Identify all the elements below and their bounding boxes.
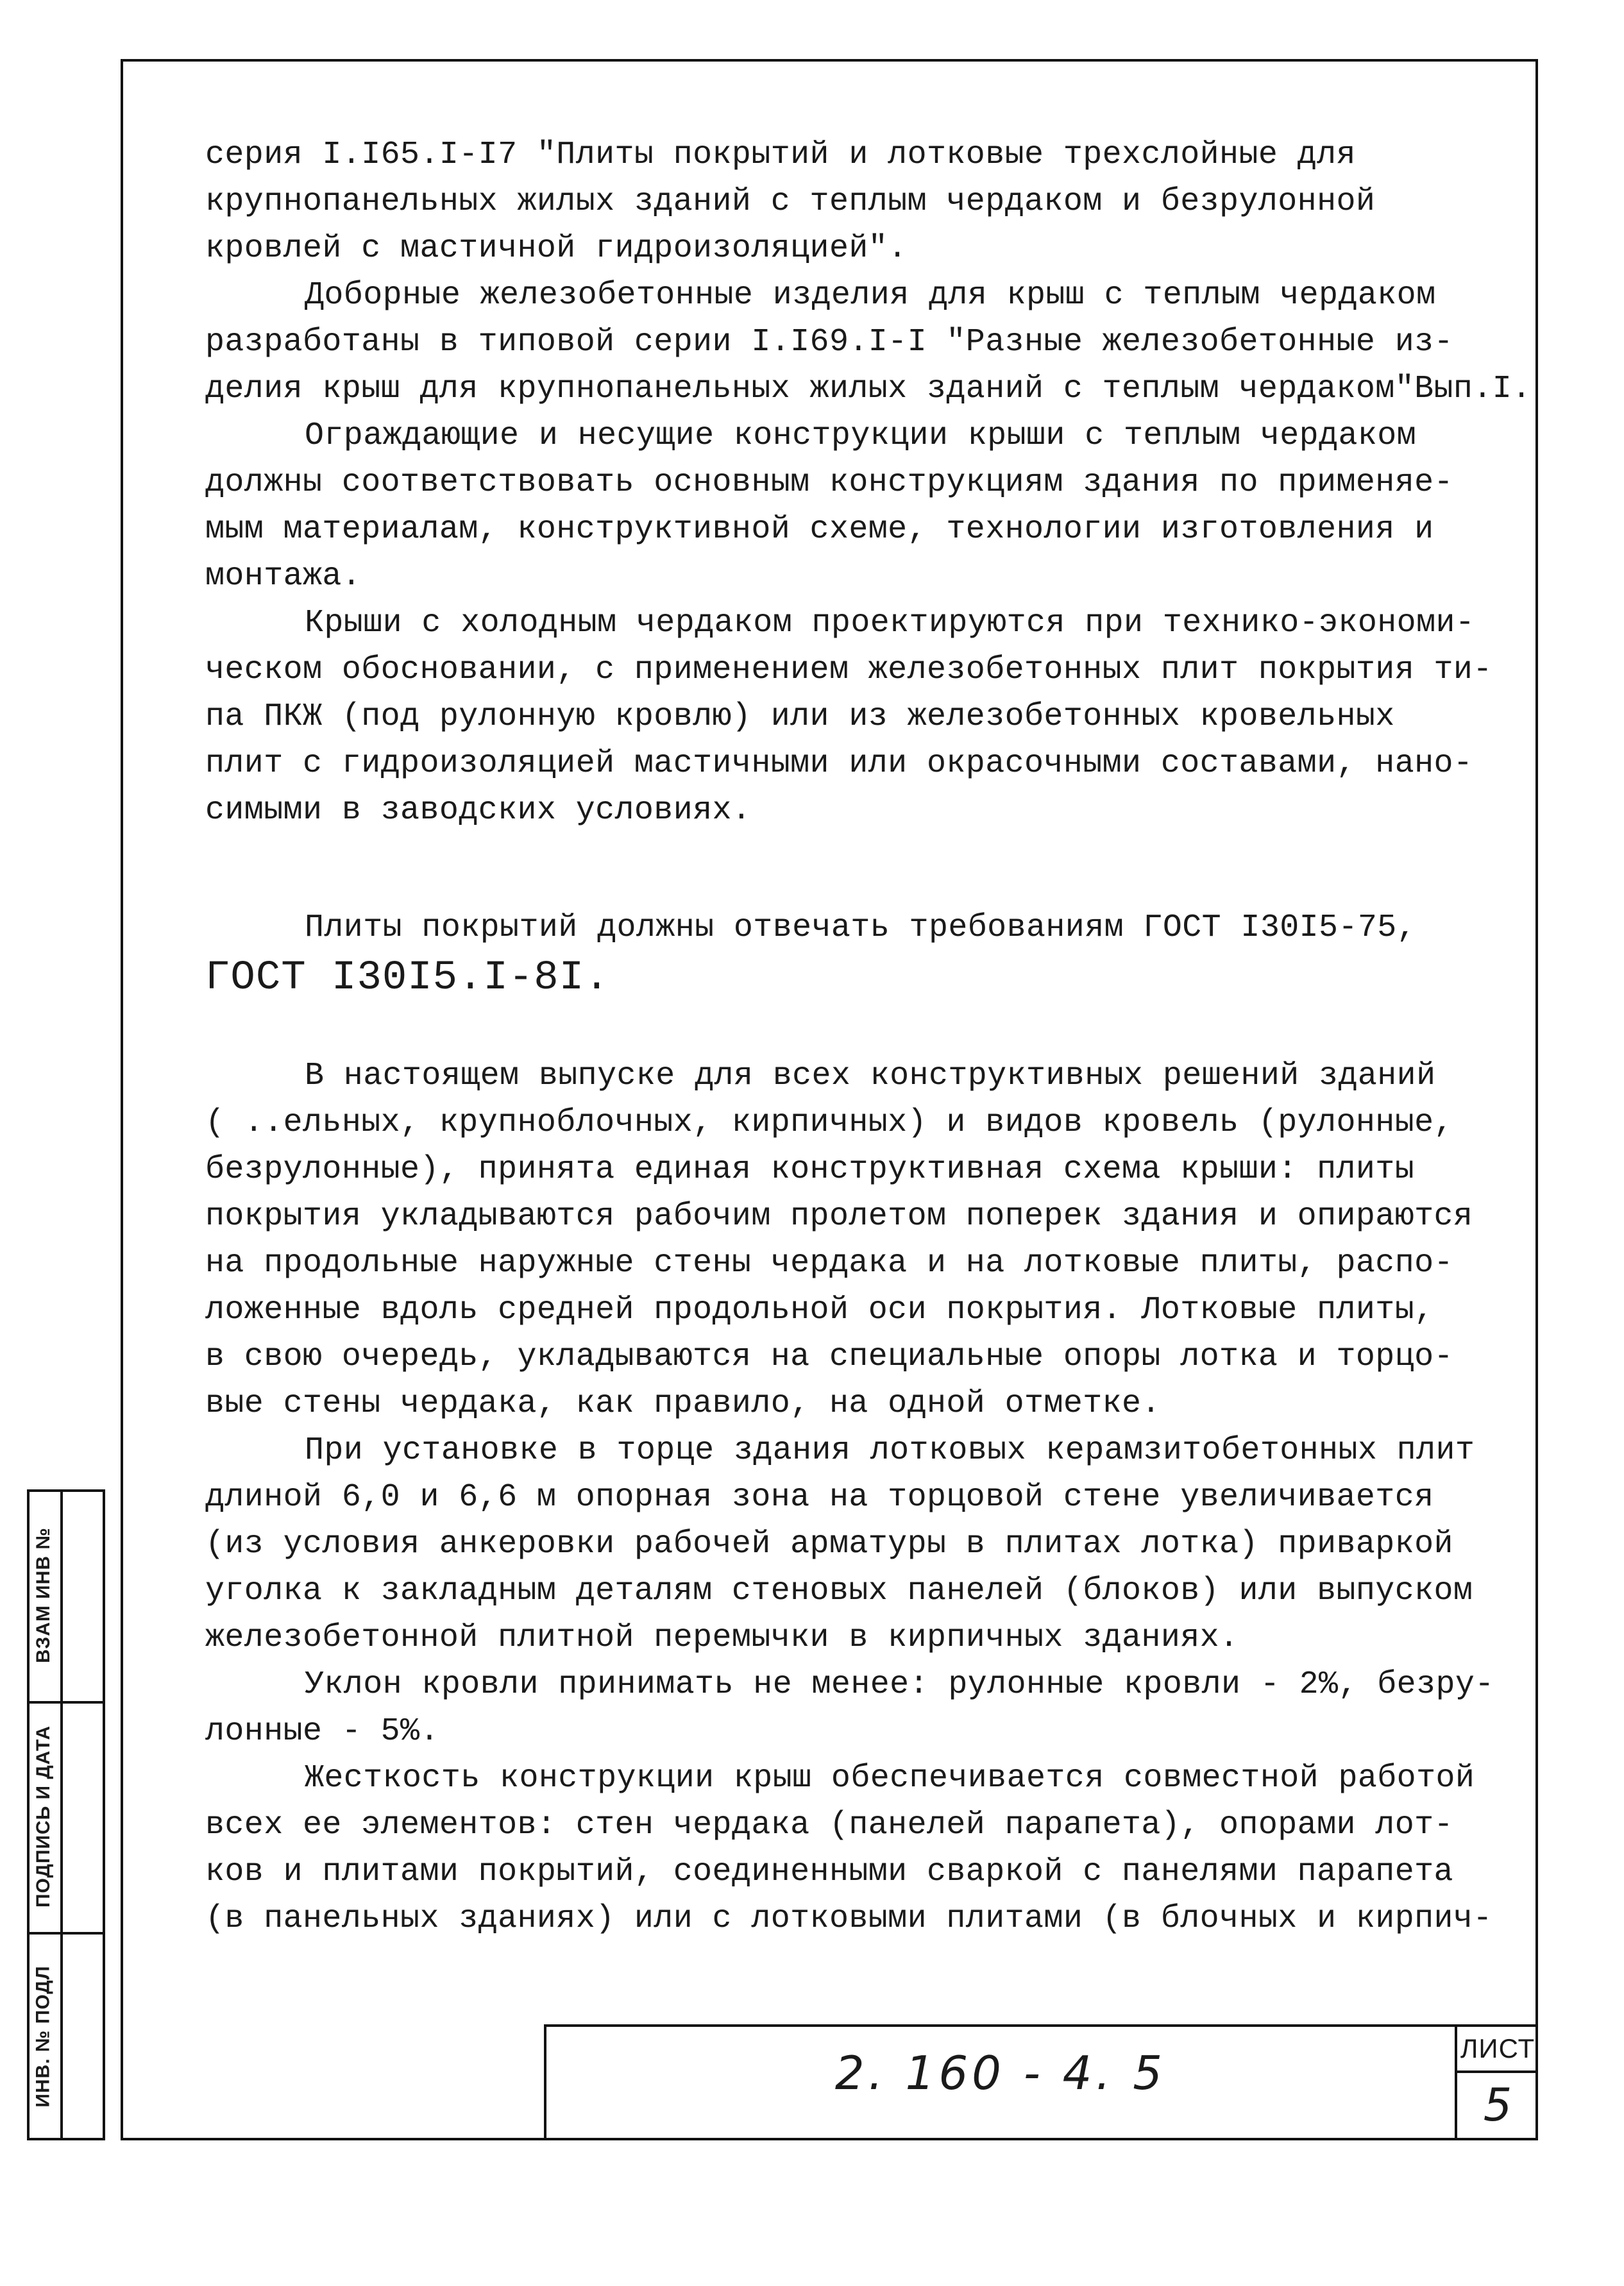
top-paragraphs <box>205 131 1532 834</box>
document-code: 2. 160 - 4. 5 <box>834 2046 1167 2100</box>
text-line: длиной 6,0 и 6,6 м опорная зона на торцовой стене увеличивается <box>205 1479 1434 1516</box>
signature-date-label: ПОДПИСЬ И ДАТА <box>33 1725 55 1908</box>
text-line: вые стены чердака, как правило, на одной отметке. <box>205 1385 1161 1422</box>
text-line: монтажа. <box>205 558 362 595</box>
gost-line-2: ГОСТ I30I5.I-8I. <box>205 955 610 1001</box>
text-line: лонные - 5%. <box>205 1713 439 1750</box>
inv-original-cell <box>27 1932 60 2140</box>
text-line: всех ее элементов: стен чердака (панелей парапета), опорами лот- <box>205 1807 1453 1843</box>
title-block <box>544 2024 1538 2140</box>
text-line: серия I.I65.I-I7 "Плиты покрытий и лотковые трехслойные для <box>205 137 1356 173</box>
sheet-number: 5 <box>1483 2079 1512 2131</box>
text-line: ков и плитами покрытий, соединенными сваркой с панелями парапета <box>205 1854 1453 1890</box>
inv-replace-cell <box>27 1489 60 1701</box>
text-line: Крыши с холодным чердаком проектируются при технико-экономи- <box>305 605 1475 641</box>
text-line: симыми в заводских условиях. <box>205 792 752 829</box>
text-line: разработаны в типовой серии I.I69.I-I "Разные железобетонные из- <box>205 324 1453 360</box>
text-line: покрытия укладываются рабочим пролетом поперек здания и опираются <box>205 1198 1473 1235</box>
text-line: Доборные железобетонные изделия для крыш с теплым чердаком <box>305 277 1436 314</box>
roof-slope-text <box>205 1661 1527 1755</box>
series-165-text <box>205 131 1527 272</box>
rigidity-text <box>205 1755 1527 1942</box>
text-line: делия крыш для крупнопанельных жилых зданий с теплым чердаком"Вып.I. <box>205 371 1532 407</box>
inv-replace-label: ВЗАМ ИНВ № <box>33 1527 55 1663</box>
text-line: плит с гидроизоляцией мастичными или окрасочными составами, нано- <box>205 745 1473 782</box>
text-line: крупнопанельных жилых зданий с теплым чердаком и безрулонной <box>205 183 1376 220</box>
text-line: ческом обосновании, с применением железобетонных плит покрытия ти- <box>205 652 1493 688</box>
side-approval-strip <box>27 1489 103 2140</box>
additional-products-text <box>205 272 1532 412</box>
sheet-box <box>1455 2027 1538 2140</box>
text-line: Уклон кровли принимать не менее: рулонные кровли - 2%, безру- <box>305 1666 1494 1703</box>
gost-line-1: Плиты покрытий должны отвечать требованиям ГОСТ I30I5-75, <box>305 910 1417 946</box>
text-line: (в панельных зданиях) или с лотковыми плитами (в блочных и кирпич- <box>205 1901 1493 1937</box>
text-line: па ПКЖ (под рулонную кровлю) или из железобетонных кровельных <box>205 698 1395 735</box>
text-line: При установке в торце здания лотковых керамзитобетонных плит <box>305 1432 1475 1469</box>
bottom-paragraphs <box>205 1053 1527 1942</box>
text-line: на продольные наружные стены чердака и на лотковые плиты, распо- <box>205 1245 1453 1282</box>
document-body <box>205 131 1532 1942</box>
sheet-label: ЛИСТ <box>1460 2033 1535 2063</box>
text-line: Жесткость конструкции крыш обеспечивается совместной работой <box>305 1760 1475 1797</box>
text-line: ложенные вдоль средней продольной оси покрытия. Лотковые плиты, <box>205 1292 1434 1328</box>
gost-requirement <box>205 904 1527 951</box>
text-line: в свою очередь, укладываются на специальные опоры лотка и торцо- <box>205 1339 1453 1375</box>
text-line: безрулонные), принята единая конструктивная схема крыши: плиты <box>205 1151 1415 1188</box>
text-line: ( ..ельных, крупноблочных, кирпичных) и видов кровель (рулонные, <box>205 1105 1453 1141</box>
end-wall-support-text <box>205 1427 1527 1661</box>
roof-scheme-text <box>205 1053 1527 1427</box>
inv-original-label: ИНВ. № ПОДЛ <box>33 1965 55 2108</box>
cold-attic-text <box>205 600 1527 834</box>
text-line: уголка к закладным деталям стеновых панелей (блоков) или выпуском <box>205 1573 1473 1609</box>
text-line: В настоящем выпуске для всех конструктивных решений зданий <box>305 1058 1436 1094</box>
enclosing-structures-text <box>205 412 1527 600</box>
text-line: кровлей с мастичной гидроизоляцией". <box>205 230 908 267</box>
text-line: (из условия анкеровки рабочей арматуры в плитах лотка) приваркой <box>205 1526 1453 1562</box>
text-line: железобетонной плитной перемычки в кирпичных зданиях. <box>205 1620 1239 1656</box>
gost-continuation <box>205 951 1527 1006</box>
signature-date-cell <box>27 1701 60 1932</box>
text-line: должны соответствовать основным конструкциям здания по применяе- <box>205 464 1453 501</box>
text-line: мым материалам, конструктивной схеме, технологии изготовления и <box>205 511 1434 548</box>
text-line: Ограждающие и несущие конструкции крыши с теплым чердаком <box>305 418 1417 454</box>
